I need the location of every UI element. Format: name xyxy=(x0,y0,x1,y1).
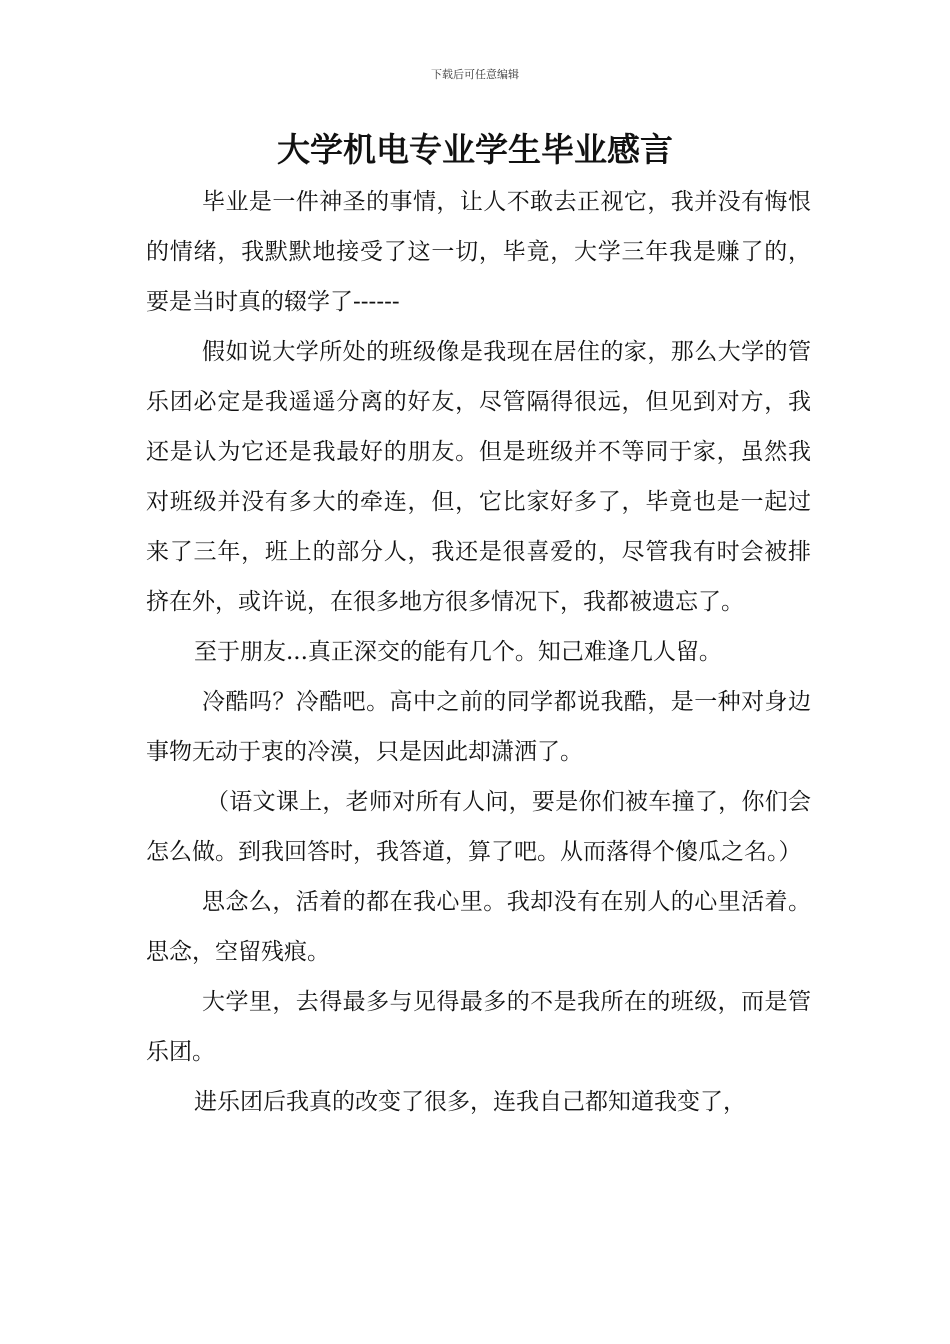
document-title: 大学机电专业学生毕业感言 xyxy=(277,130,673,169)
paragraph: 大学里，去得最多与见得最多的不是我所在的班级，而是管乐团。 xyxy=(146,989,811,1065)
page-header: 下载后可任意编辑 xyxy=(431,68,519,81)
paragraph: 冷酷吗？冷酷吧。高中之前的同学都说我酷，是一种对身边事物无动于衷的冷漠，只是因此却潇洒了。 xyxy=(146,689,811,765)
paragraph: 假如说大学所处的班级像是我现在居住的家，那么大学的管乐团必定是我遥遥分离的好友，尽管隔得很远，但见到对方，我还是认为它还是我最好的朋友。但是班级并不等同于家，虽然我对班级并没有多大的牵连，但，它比家好多了，毕竟也是一起过来了三年，班上的部分人，我还是很喜爱的，尽管我有时会被排挤在外，或许说，在很多地方很多情况下，我都被遗忘了。 xyxy=(146,339,811,615)
paragraph: 思念么，活着的都在我心里。我却没有在别人的心里活着。思念，空留残痕。 xyxy=(146,889,811,965)
paragraph: 至于朋友...真正深交的能有几个。知己难逢几人留。 xyxy=(194,639,722,665)
paragraph: 毕业是一件神圣的事情，让人不敢去正视它，我并没有悔恨的情绪，我默默地接受了这一切，毕竟，大学三年我是赚了的，要是当时真的辍学了------ xyxy=(146,189,811,315)
paragraph: （语文课上，老师对所有人问，要是你们被车撞了，你们会怎么做。到我回答时，我答道，算了吧。从而落得个傻瓜之名。） xyxy=(146,789,811,865)
paragraph: 进乐团后我真的改变了很多，连我自己都知道我变了， xyxy=(194,1089,746,1115)
document-body xyxy=(146,177,811,1127)
